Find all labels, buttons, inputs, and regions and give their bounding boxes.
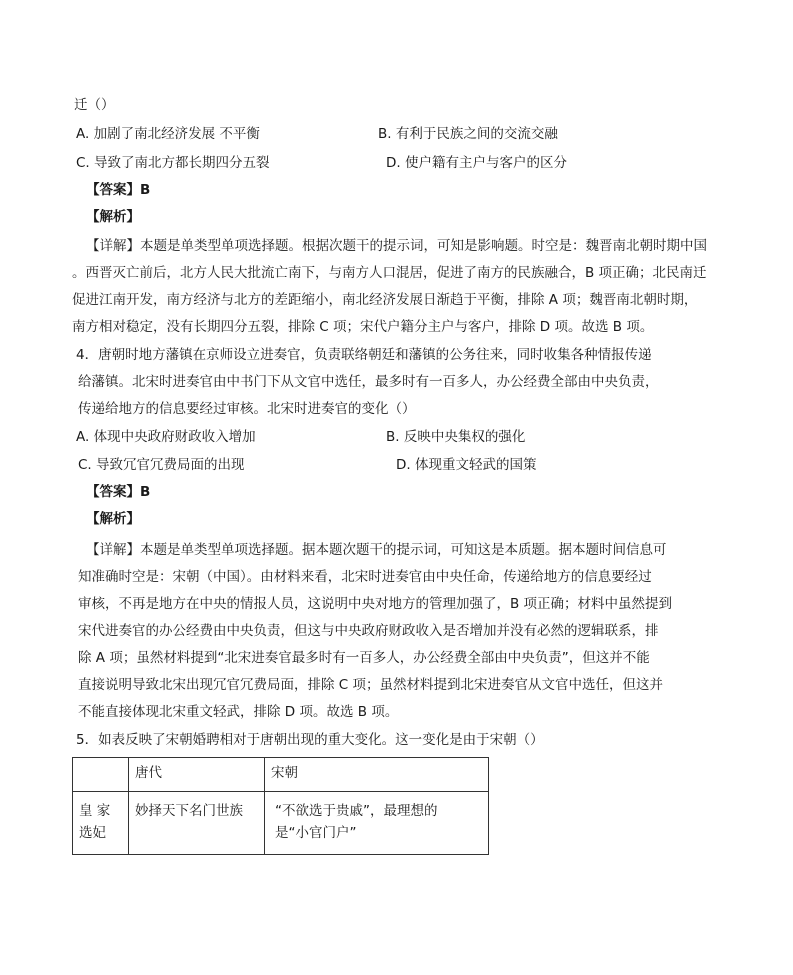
q4-detail-line: 【详解】本题是单类型单项选择题。据本题次题干的提示词，可知这是本质题。据本题时间信息可 <box>86 542 667 558</box>
table-row <box>73 792 489 855</box>
q4-detail-line: 宋代进奏官的办公经费由中央负责，但这与中央政府财政收入是否增加并没有必然的逻辑联系，排 <box>78 623 659 639</box>
q4-option-a: A. 体现中央政府财政收入增加 <box>76 429 256 445</box>
comparison-table <box>72 757 489 855</box>
q3-option-c: C. 导致了南北方都长期四分五裂 <box>76 155 270 171</box>
q3-detail-line: 【详解】本题是单类型单项选择题。根据次题干的提示词，可知是影响题。时空是：魏晋南北朝时期中国 <box>86 238 707 254</box>
q3-answer: 【答案】B <box>86 182 151 198</box>
q3-option-a: A. 加剧了南北经济发展 不平衡 <box>76 126 260 142</box>
tang-cell: 妙择天下名门世族 <box>129 792 265 855</box>
q4-detail-line: 直接说明导致北宋出现冗官冗费局面，排除 C 项；虽然材料提到北宋进奏官从文官中选任，但这并 <box>78 677 664 693</box>
q3-analysis-label: 【解析】 <box>86 209 140 225</box>
q4-answer: 【答案】B <box>86 484 151 500</box>
q3-stem-tail: 迁（） <box>74 97 115 113</box>
q3-option-d: D. 使户籍有主户与客户的区分 <box>386 155 567 171</box>
q4-option-d: D. 体现重文轻武的国策 <box>396 457 537 473</box>
q4-stem-line: 4．唐朝时地方藩镇在京师设立进奏官，负责联络朝廷和藩镇的公务往来，同时收集各种情报传递 <box>76 347 652 363</box>
q4-detail-line: 知准确时空是：宋朝（中国）。由材料来看，北宋时进奏官由中央任命，传递给地方的信息要经过 <box>78 569 652 585</box>
q3-detail-line: 。西晋灭亡前后，北方人民大批流亡南下，与南方人口混居，促进了南方的民族融合，B 项正确；北民南迁 <box>72 265 707 281</box>
q3-option-b: B. 有利于民族之间的交流交融 <box>378 126 558 142</box>
row-label-cell <box>73 792 129 855</box>
table-header-row <box>73 758 489 792</box>
song-cell-line: 是“小官门户” <box>275 825 357 841</box>
q4-stem-line: 传递给地方的信息要经过审核。北宋时进奏官的变化（） <box>78 401 416 417</box>
table-header-tang: 唐代 <box>129 758 265 792</box>
q3-detail-line: 南方相对稳定，没有长期四分五裂，排除 C 项；宋代户籍分主户与客户，排除 D 项。故选 B 项。 <box>72 319 654 335</box>
q4-stem-line: 给藩镇。北宋时进奏官由中书门下从文官中选任，最多时有一百多人，办公经费全部由中央负责， <box>78 374 659 390</box>
q4-option-c: C. 导致冗官冗费局面的出现 <box>78 457 245 473</box>
table-header-song: 宋朝 <box>265 758 489 792</box>
q4-detail-line: 审核，不再是地方在中央的情报人员，这说明中央对地方的管理加强了，B 项正确；材料中虽然提到 <box>78 596 673 612</box>
q4-detail-line: 不能直接体现北宋重文轻武，排除 D 项。故选 B 项。 <box>78 704 399 720</box>
q3-detail-line: 促进江南开发，南方经济与北方的差距缩小，南北经济发展日渐趋于平衡，排除 A 项；魏晋南北朝时期， <box>72 292 698 308</box>
q5-stem: 5．如表反映了宋朝婚聘相对于唐朝出现的重大变化。这一变化是由于宋朝（） <box>76 732 544 748</box>
row-label-line: 皇 家 <box>79 803 111 819</box>
table-header-empty <box>73 758 129 792</box>
q4-detail-line: 除 A 项；虽然材料提到“北宋进奏官最多时有一百多人，办公经费全部由中央负责”，但这并不能 <box>78 650 650 666</box>
song-cell <box>265 792 489 855</box>
q4-analysis-label: 【解析】 <box>86 511 140 527</box>
song-cell-line: “不欲选于贵戚”，最理想的 <box>275 803 438 819</box>
row-label-line: 选妃 <box>79 825 106 841</box>
q4-option-b: B. 反映中央集权的强化 <box>386 429 526 445</box>
